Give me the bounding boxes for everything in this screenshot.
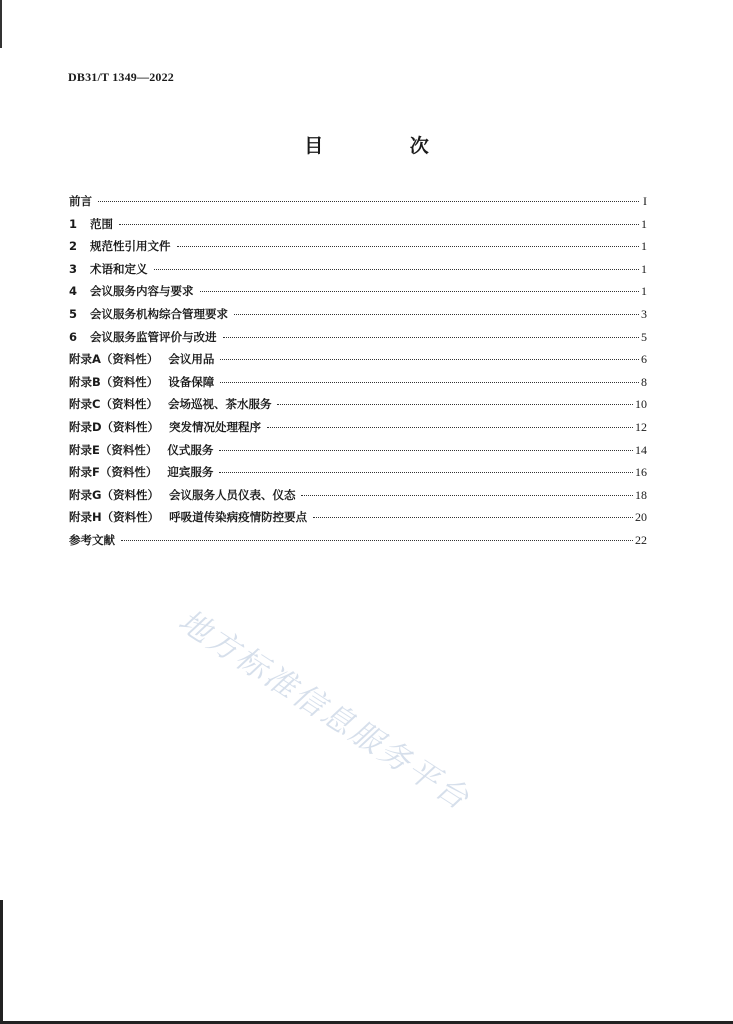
- dot-leader: [200, 291, 640, 292]
- toc-entry-label: 范围: [90, 216, 113, 231]
- toc-entry-label: 术语和定义: [90, 261, 148, 276]
- watermark: 地方标准信息服务平台: [172, 602, 477, 819]
- toc-entry-4[interactable]: [69, 283, 647, 306]
- toc-entry-appendix-b[interactable]: [69, 374, 647, 397]
- toc-entry-page: 8: [641, 374, 647, 389]
- dot-leader: [121, 540, 633, 541]
- toc-entry-page: 14: [635, 442, 647, 457]
- toc-entry-appendix-e[interactable]: [69, 442, 647, 465]
- toc-entry-page: 16: [635, 465, 647, 480]
- toc-entry-6[interactable]: [69, 329, 647, 352]
- toc-entry-page: 18: [635, 487, 647, 502]
- toc-entry-3[interactable]: [69, 261, 647, 284]
- toc-entry-label: 会议服务内容与要求: [90, 284, 194, 299]
- toc-entry-page: I: [643, 194, 647, 208]
- toc-entry-5[interactable]: [69, 306, 647, 329]
- dot-leader: [301, 495, 633, 496]
- toc-entry-page: 1: [641, 239, 647, 254]
- dot-leader: [177, 246, 640, 247]
- toc-entry-label: 附录F（资料性）: [69, 465, 158, 480]
- dot-leader: [277, 404, 633, 405]
- toc-entry-title: 会场巡视、茶水服务: [167, 397, 272, 412]
- toc-entry-appendix-h[interactable]: [69, 509, 647, 532]
- toc-entry-label: 附录G（资料性）: [69, 487, 159, 502]
- toc-entry-label: 参考文献: [69, 532, 115, 547]
- toc-entry-appendix-g[interactable]: [69, 487, 647, 510]
- toc-entry-appendix-d[interactable]: [69, 419, 647, 442]
- dot-leader: [219, 472, 633, 473]
- toc-entry-page: 20: [635, 510, 647, 525]
- toc-entry-label: 附录C（资料性）: [69, 397, 158, 412]
- toc-entry-appendix-a[interactable]: [69, 351, 647, 374]
- toc-entry-page: 22: [635, 532, 647, 547]
- toc-entry-number: 3: [69, 261, 78, 276]
- dot-leader: [219, 450, 633, 451]
- toc-entry-label: 附录B（资料性）: [69, 374, 159, 389]
- toc-entry-label: 附录D（资料性）: [69, 419, 160, 434]
- toc-entry-foreword[interactable]: [69, 193, 647, 216]
- dot-leader: [313, 517, 633, 518]
- toc-entry-number: 2: [69, 239, 78, 254]
- toc-entry-page: 5: [641, 329, 647, 344]
- scan-edge: [0, 0, 2, 48]
- toc-entry-title: 会议服务人员仪表、仪态: [168, 487, 296, 502]
- toc-entry-number: 5: [69, 306, 78, 321]
- dot-leader: [234, 314, 639, 315]
- toc-entry-page: 1: [641, 216, 647, 231]
- table-of-contents: [69, 193, 647, 555]
- toc-entry-title: 突发情况处理程序: [169, 419, 262, 434]
- toc-entry-number: 1: [69, 216, 78, 231]
- toc-entry-title: 迎宾服务: [167, 465, 214, 480]
- toc-entry-references[interactable]: [69, 532, 647, 555]
- toc-entry-page: 6: [641, 352, 647, 367]
- dot-leader: [119, 224, 639, 225]
- toc-entry-title: 设备保障: [168, 374, 215, 389]
- dot-leader: [220, 382, 639, 383]
- toc-entry-title: 会议用品: [168, 352, 215, 367]
- toc-entry-label: 会议服务监管评价与改进: [90, 329, 217, 344]
- toc-entry-label: 附录H（资料性）: [69, 510, 160, 525]
- toc-entry-number: 4: [69, 284, 78, 299]
- toc-entry-page: 1: [641, 284, 647, 299]
- dot-leader: [223, 337, 640, 338]
- toc-entry-label: 附录A（资料性）: [69, 352, 159, 367]
- toc-entry-2[interactable]: [69, 238, 647, 261]
- toc-entry-label: 会议服务机构综合管理要求: [90, 306, 228, 321]
- document-code: DB31/T 1349—2022: [68, 70, 174, 84]
- toc-entry-label: 附录E（资料性）: [69, 442, 158, 457]
- dot-leader: [220, 359, 639, 360]
- toc-entry-page: 1: [641, 261, 647, 276]
- toc-entry-label: 前言: [69, 194, 92, 208]
- dot-leader: [267, 427, 633, 428]
- toc-entry-page: 10: [635, 397, 647, 412]
- toc-entry-page: 12: [635, 419, 647, 434]
- toc-entry-title: 仪式服务: [167, 442, 214, 457]
- dot-leader: [98, 201, 639, 202]
- toc-entry-title: 呼吸道传染病疫情防控要点: [169, 510, 308, 525]
- toc-entry-appendix-f[interactable]: [69, 464, 647, 487]
- toc-entry-appendix-c[interactable]: [69, 396, 647, 419]
- dot-leader: [154, 269, 640, 270]
- toc-entry-page: 3: [641, 306, 647, 321]
- toc-entry-label: 规范性引用文件: [90, 239, 171, 254]
- scan-edge: [0, 900, 3, 1024]
- toc-title: 目 次: [304, 135, 469, 157]
- toc-entry-number: 6: [69, 329, 78, 344]
- toc-entry-1[interactable]: [69, 216, 647, 239]
